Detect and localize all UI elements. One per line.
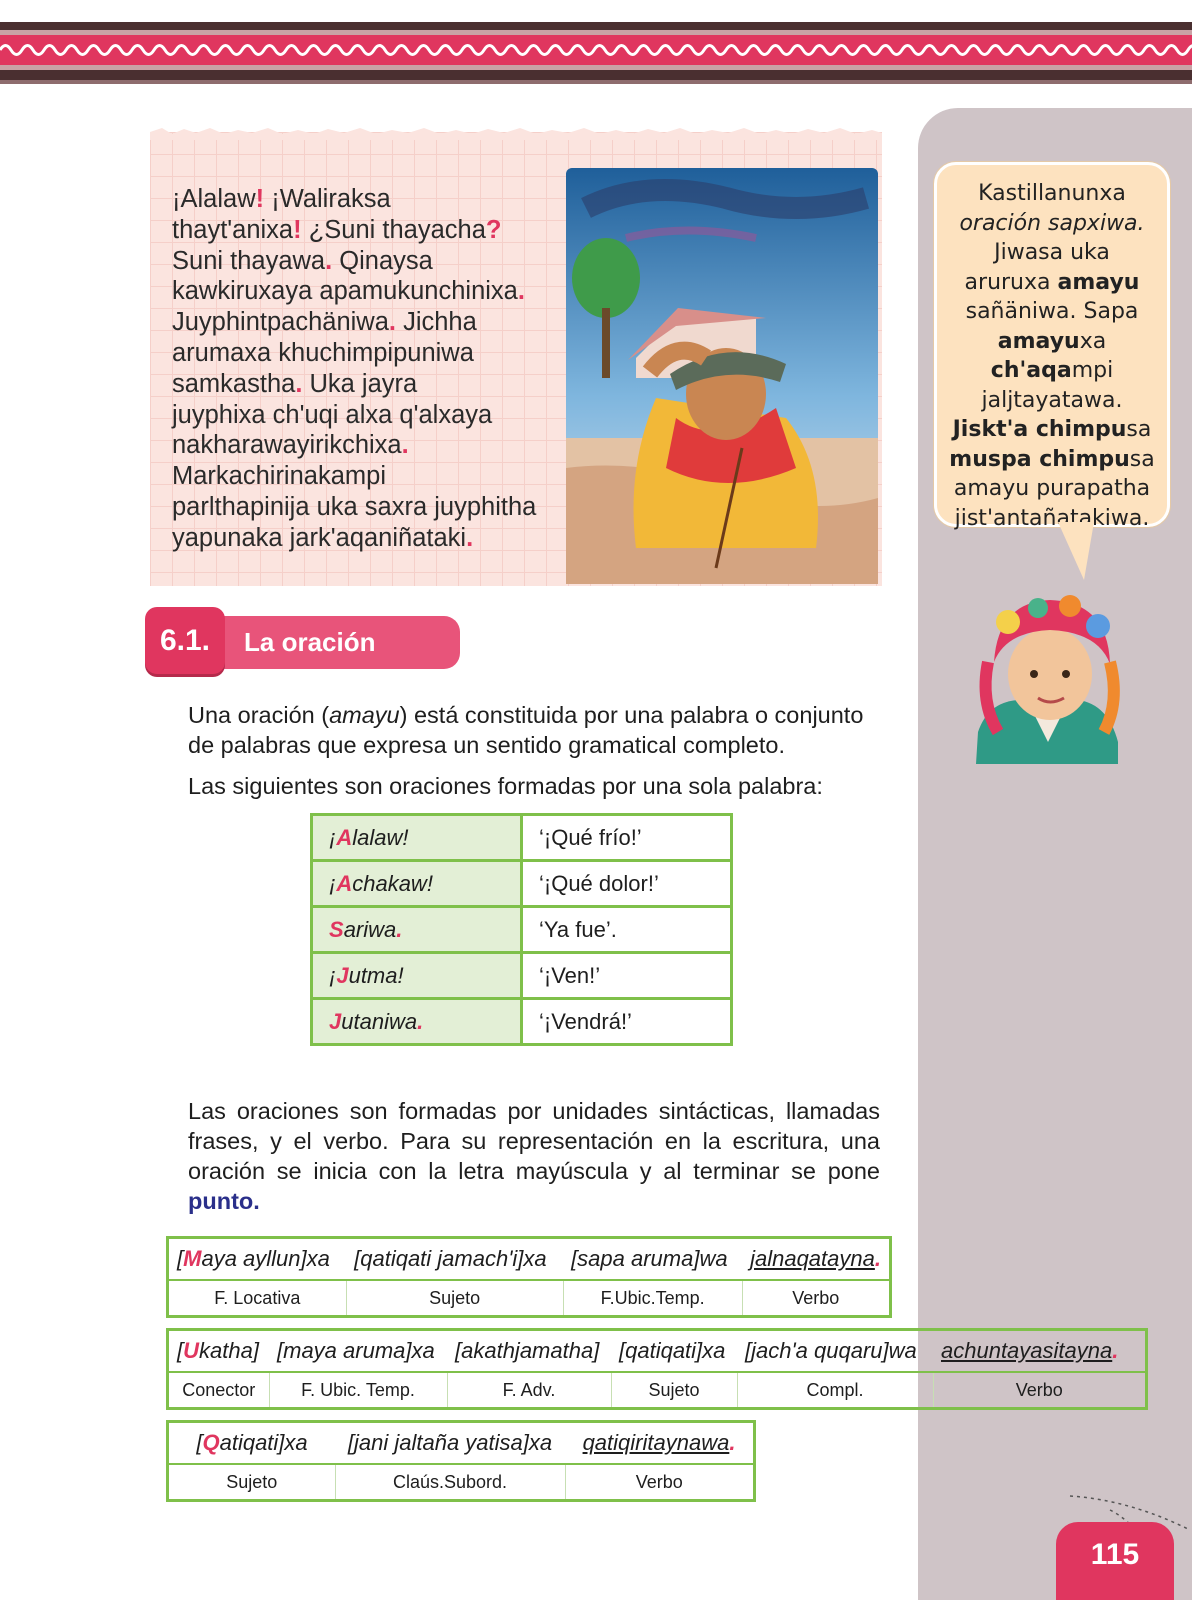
table-row: [312, 999, 732, 1045]
translation-cell: ‘Ya fue’.: [522, 907, 732, 953]
table-row: [312, 953, 732, 999]
phrase-cell: [qatiqati jamach'i]xa: [346, 1238, 563, 1281]
translation-cell: ‘¡Ven!’: [522, 953, 732, 999]
label-cell: Conector: [168, 1372, 270, 1409]
phrase-cell: [jach'a quqaru]wa: [737, 1330, 933, 1373]
story-line: arumaxa khuchimpipuniwa: [172, 338, 474, 367]
label-cell: Verbo: [792, 1287, 840, 1308]
bubble-line: sañäniwa. Sapa: [965, 299, 1139, 324]
phrase-cell: [jani jaltaña yatisa]xa: [335, 1422, 565, 1465]
speech-bubble: [934, 162, 1170, 531]
verb-cell: achuntayasitayna.: [933, 1330, 1147, 1373]
phrase-cell: [akathjamatha]: [447, 1330, 611, 1373]
story-line: juyphixa ch'uqi alxa q'alxaya: [172, 400, 493, 429]
definition-paragraph: Una oración (amayu) está constituida por una palabra o conjunto de palabras que expresa un sentido gramatical completo.: [188, 702, 864, 758]
label-cell: Sujeto: [168, 1464, 336, 1501]
story-line: yapunaka jark'aqaniñataki.: [172, 523, 474, 552]
story-text: [172, 184, 572, 554]
torn-edge: [150, 128, 882, 140]
bubble-tail: [1058, 522, 1094, 580]
label-cell: F.Ubic.Temp.: [563, 1280, 742, 1317]
label-cell: F. Ubic. Temp.: [269, 1372, 447, 1409]
label-cell: Sujeto: [611, 1372, 737, 1409]
phrase-cell: [Qatiqati]xa: [168, 1422, 336, 1465]
bubble-line: amayu purapatha: [953, 476, 1151, 501]
label-cell: F. Adv.: [447, 1372, 611, 1409]
sentence-analysis-table-2: [166, 1328, 1148, 1410]
bubble-line: Jiskt'a chimpusa: [952, 417, 1152, 442]
story-line: Suni thayawa. Qinaysa: [172, 246, 433, 275]
man-in-wind-illustration-image: [566, 168, 878, 584]
section-number: 6.1.: [145, 607, 225, 674]
label-cell: F. Locativa: [168, 1280, 347, 1317]
bubble-line: oración sapxiwa.: [959, 210, 1145, 236]
one-word-sentences-table: [310, 813, 733, 1046]
label-cell: Compl.: [737, 1372, 933, 1409]
story-line: samkastha. Uka jayra: [172, 369, 418, 398]
aymara-word-cell: Jutaniwa.: [312, 999, 522, 1045]
intro-paragraph: Las siguientes son oraciones formadas por una sola palabra:: [188, 773, 823, 799]
label-cell: Verbo: [1015, 1379, 1063, 1400]
table-row: [312, 815, 732, 861]
table-row: [312, 861, 732, 907]
bubble-line: Kastillanunxa: [978, 181, 1126, 206]
aymara-word-cell: Sariwa.: [312, 907, 522, 953]
table-row: [312, 907, 732, 953]
sentence-analysis-table-3: [166, 1420, 756, 1502]
translation-cell: ‘¡Qué dolor!’: [522, 861, 732, 907]
story-line: Markachirinakampi: [172, 462, 386, 491]
phrase-cell: [maya aruma]xa: [269, 1330, 447, 1373]
bubble-line: Jiwasa uka: [994, 240, 1110, 265]
aymara-word-cell: ¡Alalaw!: [312, 815, 522, 861]
bubble-line: aruruxa amayu: [964, 269, 1140, 295]
bubble-line: jaljtayatawa.: [981, 387, 1123, 413]
phrase-cell: [qatiqati]xa: [611, 1330, 737, 1373]
sentence-analysis-table-1: [166, 1236, 892, 1318]
story-line: ¡Alalaw! ¡Waliraksa: [172, 185, 391, 213]
translation-cell: ‘¡Qué frío!’: [522, 815, 732, 861]
bubble-line: amayuxa ch'aqampi: [990, 328, 1114, 383]
story-line: Juyphintpachäniwa. Jichha: [172, 308, 477, 337]
aymara-word-cell: ¡Jutma!: [312, 953, 522, 999]
phrase-cell: [Ukatha]: [168, 1330, 270, 1373]
label-cell: Sujeto: [346, 1280, 563, 1317]
verb-cell: jalnaqatayna.: [742, 1238, 890, 1281]
decorative-border: [0, 22, 1192, 84]
label-cell: Claús.Subord.: [335, 1464, 565, 1501]
story-line: thayt'anixa! ¿Suni thayacha?: [172, 215, 502, 244]
page-number: 115: [1056, 1522, 1174, 1600]
phrase-cell: [sapa aruma]wa: [563, 1238, 742, 1281]
bubble-line: muspa chimpusa: [949, 446, 1155, 472]
aymara-word-cell: ¡Achakaw!: [312, 861, 522, 907]
verb-cell: qatiqiritaynawa.: [565, 1422, 755, 1465]
translation-cell: ‘¡Vendrá!’: [522, 999, 732, 1045]
label-cell: Verbo: [635, 1471, 683, 1492]
phrase-cell: [Maya ayllun]xa: [168, 1238, 347, 1281]
story-line: nakharawayirikchixa.: [172, 431, 409, 460]
girl-illustration-image: [958, 582, 1138, 764]
story-line: kawkiruxaya apamukunchinixa.: [172, 277, 525, 306]
section-title: La oración: [222, 616, 460, 669]
explanation-paragraph: Las oraciones son formadas por unidades sintácticas, llamadas frases, y el verbo. Para su representación en la escritura, una oración se inicia con la letra mayúscula y al terminar se pone punto.: [188, 1098, 880, 1214]
bubble-line: jist'antañatakiwa.: [954, 505, 1150, 531]
story-line: parlthapinija uka saxra juyphitha: [172, 492, 537, 521]
